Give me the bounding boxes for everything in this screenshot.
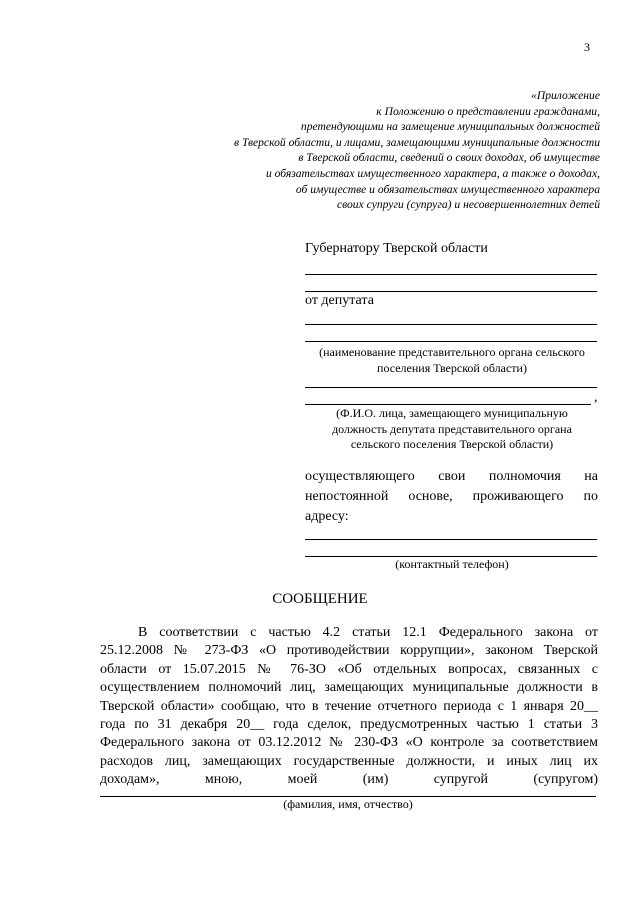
appendix-line: и обязательствах имущественного характера, а также о доходах,	[265, 166, 600, 180]
address-line: непостоянной основе, проживающего по	[305, 489, 598, 504]
caption-full-name	[300, 406, 604, 453]
caption-line: сельского поселения Тверской области)	[350, 437, 554, 451]
body-line: В соответствии с частью 4.2 статьи 12.1 Федерального закона от	[138, 625, 598, 640]
addressee: Губернатору Тверской области	[305, 241, 488, 256]
address-line: осуществляющего свои полномочия на	[305, 469, 598, 484]
message-body	[100, 624, 598, 790]
appendix-line: в Тверской области, и лицами, замещающими муниципальные должности	[234, 135, 600, 149]
appendix-line: своих супруги (супруга) и несовершеннолетних детей	[336, 198, 600, 212]
appendix-line: претендующими на замещение муниципальных должностей	[300, 120, 600, 134]
caption-line: (наименование представительного органа сельского	[319, 345, 585, 359]
body-line: расходов лиц, замещающих государственные должности, и иных лиц их	[100, 753, 598, 769]
appendix-line: к Положению о представлении гражданами,	[376, 104, 600, 118]
address-line: адресу:	[305, 509, 349, 524]
addressee-blank-line-1[interactable]	[305, 274, 597, 275]
body-line: 25.12.2008 № 273-ФЗ «О противодействии коррупции», законом Тверской	[100, 643, 598, 659]
document-title: СООБЩЕНИЕ	[272, 591, 368, 607]
deputy-blank-line-1[interactable]	[305, 324, 597, 325]
caption-line: должность депутата представительного органа	[332, 421, 572, 436]
appendix-heading	[150, 88, 600, 213]
comma: ,	[594, 390, 598, 405]
page-number: 3	[584, 40, 590, 54]
deputy-blank-line-2[interactable]	[305, 341, 597, 342]
body-line: Федерального закона от 03.12.2012 № 230-ФЗ «О контроле за соответствием	[100, 735, 598, 751]
caption-phone: (контактный телефон)	[395, 557, 509, 571]
body-line: области от 15.07.2015 № 76-ЗО «Об отдельных вопросах, связанных с	[100, 661, 598, 677]
name-blank-line-2[interactable]	[305, 404, 591, 405]
body-line: года по 31 декабря 20__ года сделок, предусмотренных частью 1 статьи 3	[100, 717, 598, 733]
appendix-line: «Приложение	[531, 89, 600, 102]
caption-line: поселения Тверской области)	[377, 360, 527, 375]
caption-line: (Ф.И.О. лица, замещающего муниципальную	[336, 406, 568, 420]
body-line: осуществлением полномочий лиц, замещающих муниципальные должности в	[100, 680, 598, 696]
caption-representative-body	[300, 345, 604, 376]
name-blank-line-1[interactable]	[305, 387, 597, 388]
addressee-blank-line-2[interactable]	[305, 291, 597, 292]
appendix-line: об имуществе и обязательствах имущественного характера	[295, 182, 600, 196]
body-line: доходам», мною, моей (им) супругой (супругом)	[100, 772, 598, 788]
appendix-line: в Тверской области, сведений о своих доходах, об имуществе	[298, 151, 600, 165]
body-line: Тверской области» сообщаю, что в течение отчетного периода с 1 января 20__	[100, 698, 598, 714]
caption-fio: (фамилия, имя, отчество)	[283, 797, 413, 811]
from-label: от депутата	[305, 293, 374, 308]
address-blank-line-1[interactable]	[305, 539, 597, 540]
